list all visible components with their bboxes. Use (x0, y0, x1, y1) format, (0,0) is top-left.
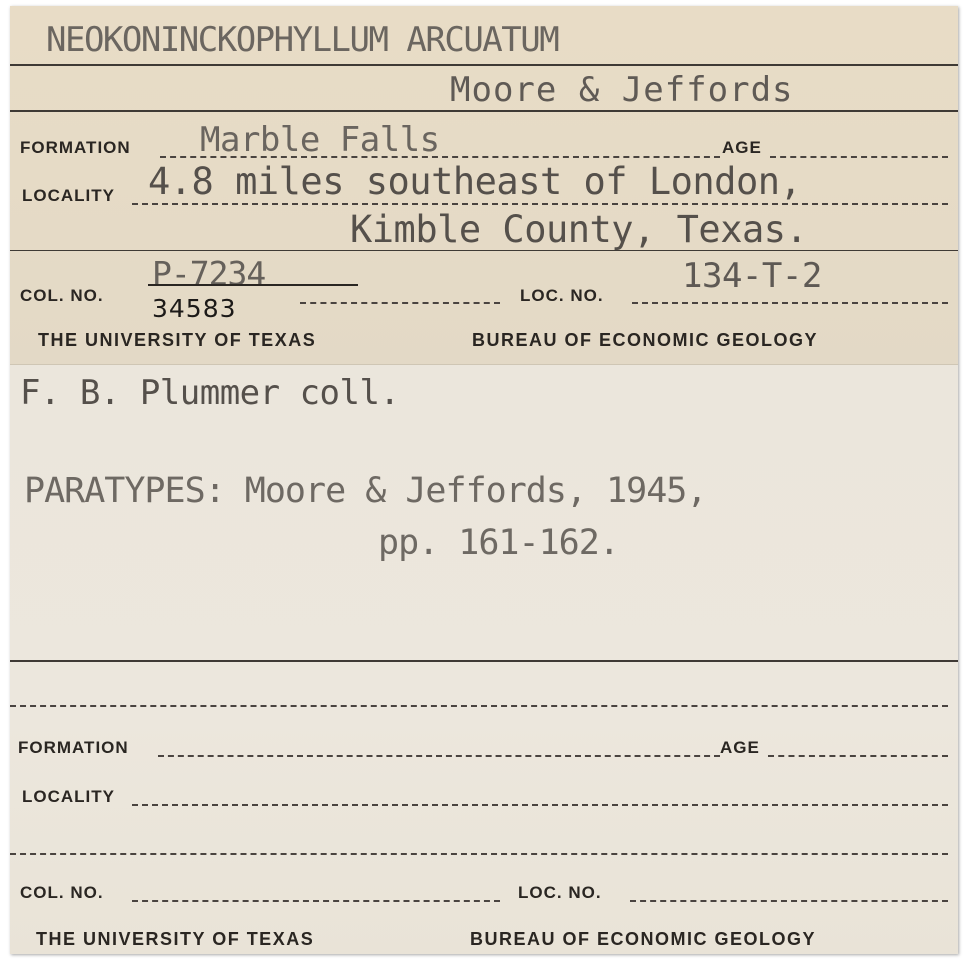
locality-label: LOCALITY (22, 186, 115, 205)
blank-university-name: THE UNIVERSITY OF TEXAS (36, 929, 315, 949)
locality-line-1: 4.8 miles southeast of London, (148, 160, 802, 203)
collector-note: F. B. Plummer coll. (20, 373, 400, 413)
blank-loc-no-dotted-line (630, 900, 948, 902)
blank-col-no-dotted-line (132, 900, 500, 902)
locality-dotted-line (132, 203, 948, 205)
blank-locality-dotted-line (132, 804, 948, 806)
blank-formation-dotted-line (158, 755, 720, 757)
formation-label: FORMATION (20, 138, 131, 157)
rule-line (10, 64, 958, 66)
paratypes-line-1: PARATYPES: Moore & Jeffords, 1945, (24, 471, 707, 511)
col-no-label: COL. NO. (20, 286, 104, 305)
blank-locality-label: LOCALITY (22, 787, 115, 806)
col-no-old-value: P-7234 (152, 254, 266, 293)
species-authors: Moore & Jeffords (450, 70, 794, 110)
dashed-line (10, 853, 948, 855)
blank-age-dotted-line (768, 755, 948, 757)
dashed-line (10, 705, 948, 707)
paratypes-line-2: pp. 161-162. (378, 523, 619, 563)
university-name: THE UNIVERSITY OF TEXAS (38, 330, 317, 350)
rule-line (10, 250, 958, 251)
formation-value: Marble Falls (200, 120, 440, 160)
blank-age-label: AGE (720, 738, 760, 757)
rule-line (10, 110, 958, 112)
age-dotted-line (770, 156, 948, 158)
specimen-card (10, 6, 958, 954)
age-label: AGE (722, 138, 762, 157)
species-name: NEOKONINCKOPHYLLUM ARCUATUM (46, 20, 559, 60)
col-no-new-value: 34583 (152, 294, 237, 323)
blank-formation-label: FORMATION (18, 738, 129, 757)
loc-no-dotted-line (632, 302, 948, 304)
blank-col-no-label: COL. NO. (20, 883, 104, 902)
locality-line-2: Kimble County, Texas. (350, 208, 808, 251)
rule-line (10, 660, 958, 662)
loc-no-value: 134-T-2 (682, 256, 822, 296)
col-no-strikethrough (148, 284, 358, 286)
blank-loc-no-label: LOC. NO. (518, 883, 602, 902)
specimen-label (10, 6, 958, 365)
bureau-name: BUREAU OF ECONOMIC GEOLOGY (472, 330, 819, 350)
loc-no-label: LOC. NO. (520, 286, 604, 305)
col-no-dotted-line (300, 302, 500, 304)
blank-bureau-name: BUREAU OF ECONOMIC GEOLOGY (470, 929, 817, 949)
card-body (10, 365, 958, 954)
